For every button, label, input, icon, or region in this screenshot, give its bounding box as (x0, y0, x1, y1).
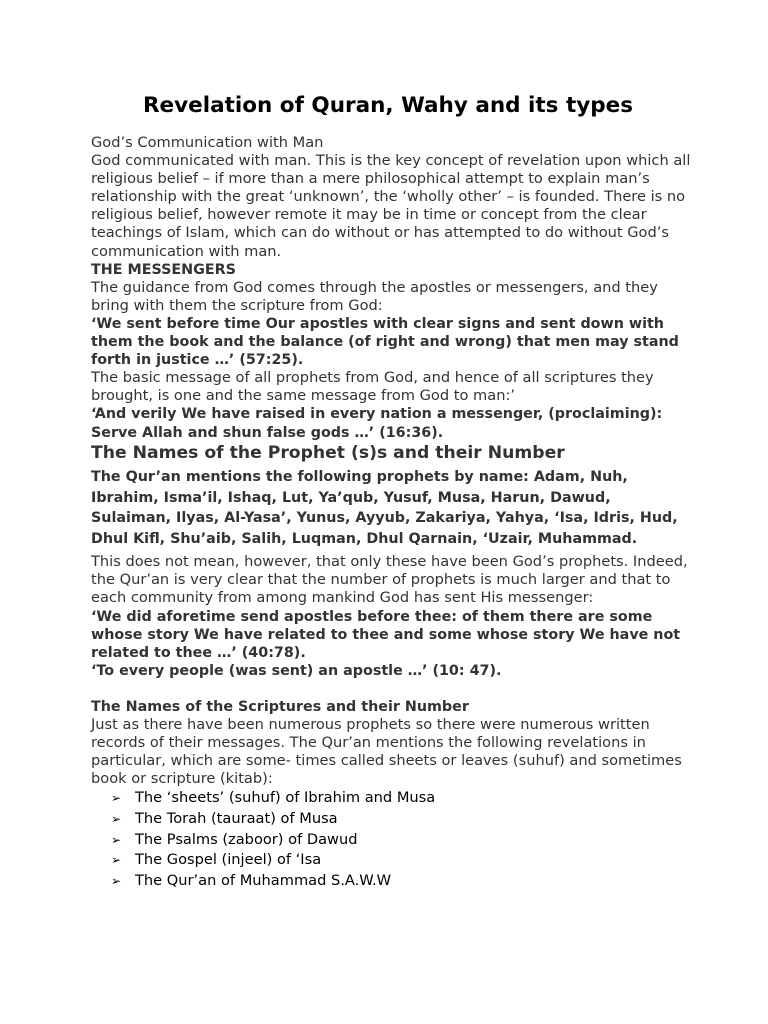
arrowhead-bullet-icon: ➢ (111, 811, 122, 826)
quote-16-36: ‘And verily We have raised in every nation a messenger, (proclaiming): Serve Allah and shun false gods …’ (16:36). (91, 406, 663, 441)
paragraph-scriptures: Just as there have been numerous prophets so there were numerous written records of their messages. The Qur’an mentions the following revelations in particular, which are some- times called sheets or leaves (suhuf) and sometimes book or scripture (kitab): (91, 715, 682, 788)
list-item (111, 850, 691, 871)
document-page (91, 92, 691, 891)
list-item-text: The Psalms (zaboor) of Dawud (135, 830, 358, 848)
list-item (111, 830, 691, 851)
arrowhead-bullet-icon: ➢ (111, 832, 122, 847)
paragraph-messengers: The guidance from God comes through the apostles or messengers, and they bring with them the scripture from God: (91, 278, 658, 314)
arrowhead-bullet-icon: ➢ (111, 853, 122, 868)
list-item-text: The Gospel (injeel) of ‘Isa (135, 851, 322, 869)
paragraph-communication: God communicated with man. This is the key concept of revelation upon which all religious belief – if more than a mere philosophical attempt to explain man’s relationship with the great ‘unknown’, the ‘wholly other’ – is founded. There is no religious belief, however remote it may be in time or concept from the clear teachings of Islam, which can do without or has attempted to do without God’s communication with man. (91, 152, 691, 260)
paragraph-prophet-names: The Qur’an mentions the following prophets by name: Adam, Nuh, Ibrahim, Isma’il, Ishaq, Lut, Ya’qub, Yusuf, Musa, Harun, Dawud, Sulaiman, Ilyas, Al-Yasa’, Yunus, Ayyub, Zakariya, Yahya, ‘Isa, Idris, Hud, Dhul Kifl, Shu’aib, Salih, Luqman, Dhul Qarnain, ‘Uzair, Muhammad. (91, 468, 678, 548)
list-item-text: The Torah (tauraat) of Musa (135, 809, 338, 827)
paragraph-prophets-number: This does not mean, however, that only these have been God’s prophets. Indeed, the Qur’an is very clear that the number of prophets is much larger and that to each community from among mankind God has sent His messenger: (91, 553, 688, 607)
quote-40-78: ‘We did aforetime send apostles before thee: of them there are some whose story We have related to thee and some whose story We have not related to thee …’ (40:78). (91, 608, 681, 661)
section-heading-scriptures: The Names of the Scriptures and their Number (91, 698, 469, 715)
arrowhead-bullet-icon: ➢ (111, 873, 122, 888)
list-item-text: The Qur’an of Muhammad S.A.W.W (135, 871, 392, 889)
section-heading-prophets: The Names of the Prophet (s)s and their Number (91, 442, 565, 463)
paragraph-basic-message: The basic message of all prophets from God, and hence of all scriptures they brought, is one and the same message from God to man:’ (91, 369, 654, 405)
scriptures-list (91, 788, 691, 891)
quote-10-47: ‘To every people (was sent) an apostle …’ (10: 47). (91, 662, 502, 679)
paragraph-spacer (91, 680, 691, 698)
section-heading-messengers: THE MESSENGERS (91, 261, 236, 278)
list-item-text: The ‘sheets’ (suhuf) of Ibrahim and Musa (135, 789, 436, 807)
arrowhead-bullet-icon: ➢ (111, 791, 122, 806)
document-title: Revelation of Quran, Wahy and its types (142, 93, 634, 118)
list-item (111, 809, 691, 830)
quote-57-25: ‘We sent before time Our apostles with clear signs and sent down with them the book and the balance (of right and wrong) that men may stand forth in justice …’ (57:25). (91, 315, 679, 369)
list-item (111, 871, 691, 892)
list-item (111, 788, 691, 809)
section-heading-communication: God’s Communication with Man (91, 134, 324, 151)
